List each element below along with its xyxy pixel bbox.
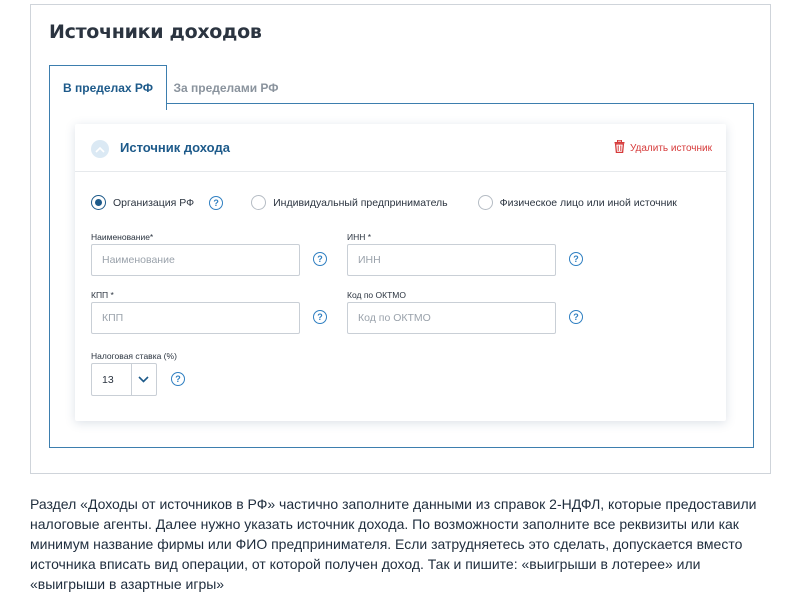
radio-organization[interactable] xyxy=(91,195,223,210)
kpp-label: КПП * xyxy=(91,290,114,300)
question-icon[interactable]: ? xyxy=(569,310,583,324)
tab-outside-rf[interactable]: За пределами РФ xyxy=(173,80,279,95)
name-input[interactable] xyxy=(91,244,300,276)
card-header xyxy=(75,124,726,172)
radio-individual-control[interactable] xyxy=(478,195,493,210)
oktmo-label: Код по ОКТМО xyxy=(347,290,406,300)
radio-entrepreneur-control[interactable] xyxy=(251,195,266,210)
inn-label: ИНН * xyxy=(347,232,372,242)
trash-icon xyxy=(614,140,625,156)
radio-individual[interactable] xyxy=(478,195,677,210)
chevron-up-icon[interactable] xyxy=(91,140,109,158)
question-icon[interactable]: ? xyxy=(313,252,327,266)
question-icon[interactable]: ? xyxy=(171,372,185,386)
name-label: Наименование* xyxy=(91,232,154,242)
tab-panel xyxy=(49,103,754,448)
question-icon[interactable]: ? xyxy=(209,196,223,210)
radio-individual-label: Физическое лицо или иной источник xyxy=(499,196,677,209)
chevron-down-icon[interactable] xyxy=(131,364,156,395)
oktmo-input[interactable] xyxy=(347,302,556,334)
radio-entrepreneur[interactable] xyxy=(251,195,448,210)
tax-rate-select[interactable] xyxy=(91,363,157,396)
inn-input[interactable] xyxy=(347,244,556,276)
radio-organization-label: Организация РФ xyxy=(113,196,195,209)
form-frame xyxy=(30,4,771,474)
description-paragraph: Раздел «Доходы от источников в РФ» частично заполните данными из справок 2-НДФЛ, которые предоставили налоговые агенты. Далее нужно указать источник дохода. По возможности заполните все реквизиты или как минимум название фирмы или ФИО предпринимателя. Если затрудняетесь это сделать, допускается вместо источника вписать вид операции, от которой получен доход. Так и пишите: «выигрыши в лотерее» или «выигрыши в азартные игры» xyxy=(30,496,757,592)
page-title: Источники доходов xyxy=(49,21,262,43)
radio-entrepreneur-label: Индивидуальный предприниматель xyxy=(273,196,448,209)
delete-source-button[interactable] xyxy=(614,140,712,156)
tax-rate-label: Налоговая ставка (%) xyxy=(91,351,177,361)
tab-within-rf[interactable]: В пределах РФ xyxy=(49,65,167,110)
question-icon[interactable]: ? xyxy=(313,310,327,324)
card-title: Источник дохода xyxy=(120,140,230,155)
delete-source-label: Удалить источник xyxy=(629,142,712,154)
kpp-input[interactable] xyxy=(91,302,300,334)
source-type-group xyxy=(91,195,677,210)
income-source-card xyxy=(75,124,726,421)
question-icon[interactable]: ? xyxy=(569,252,583,266)
radio-organization-control[interactable] xyxy=(91,195,106,210)
tax-rate-value: 13 xyxy=(102,373,114,386)
